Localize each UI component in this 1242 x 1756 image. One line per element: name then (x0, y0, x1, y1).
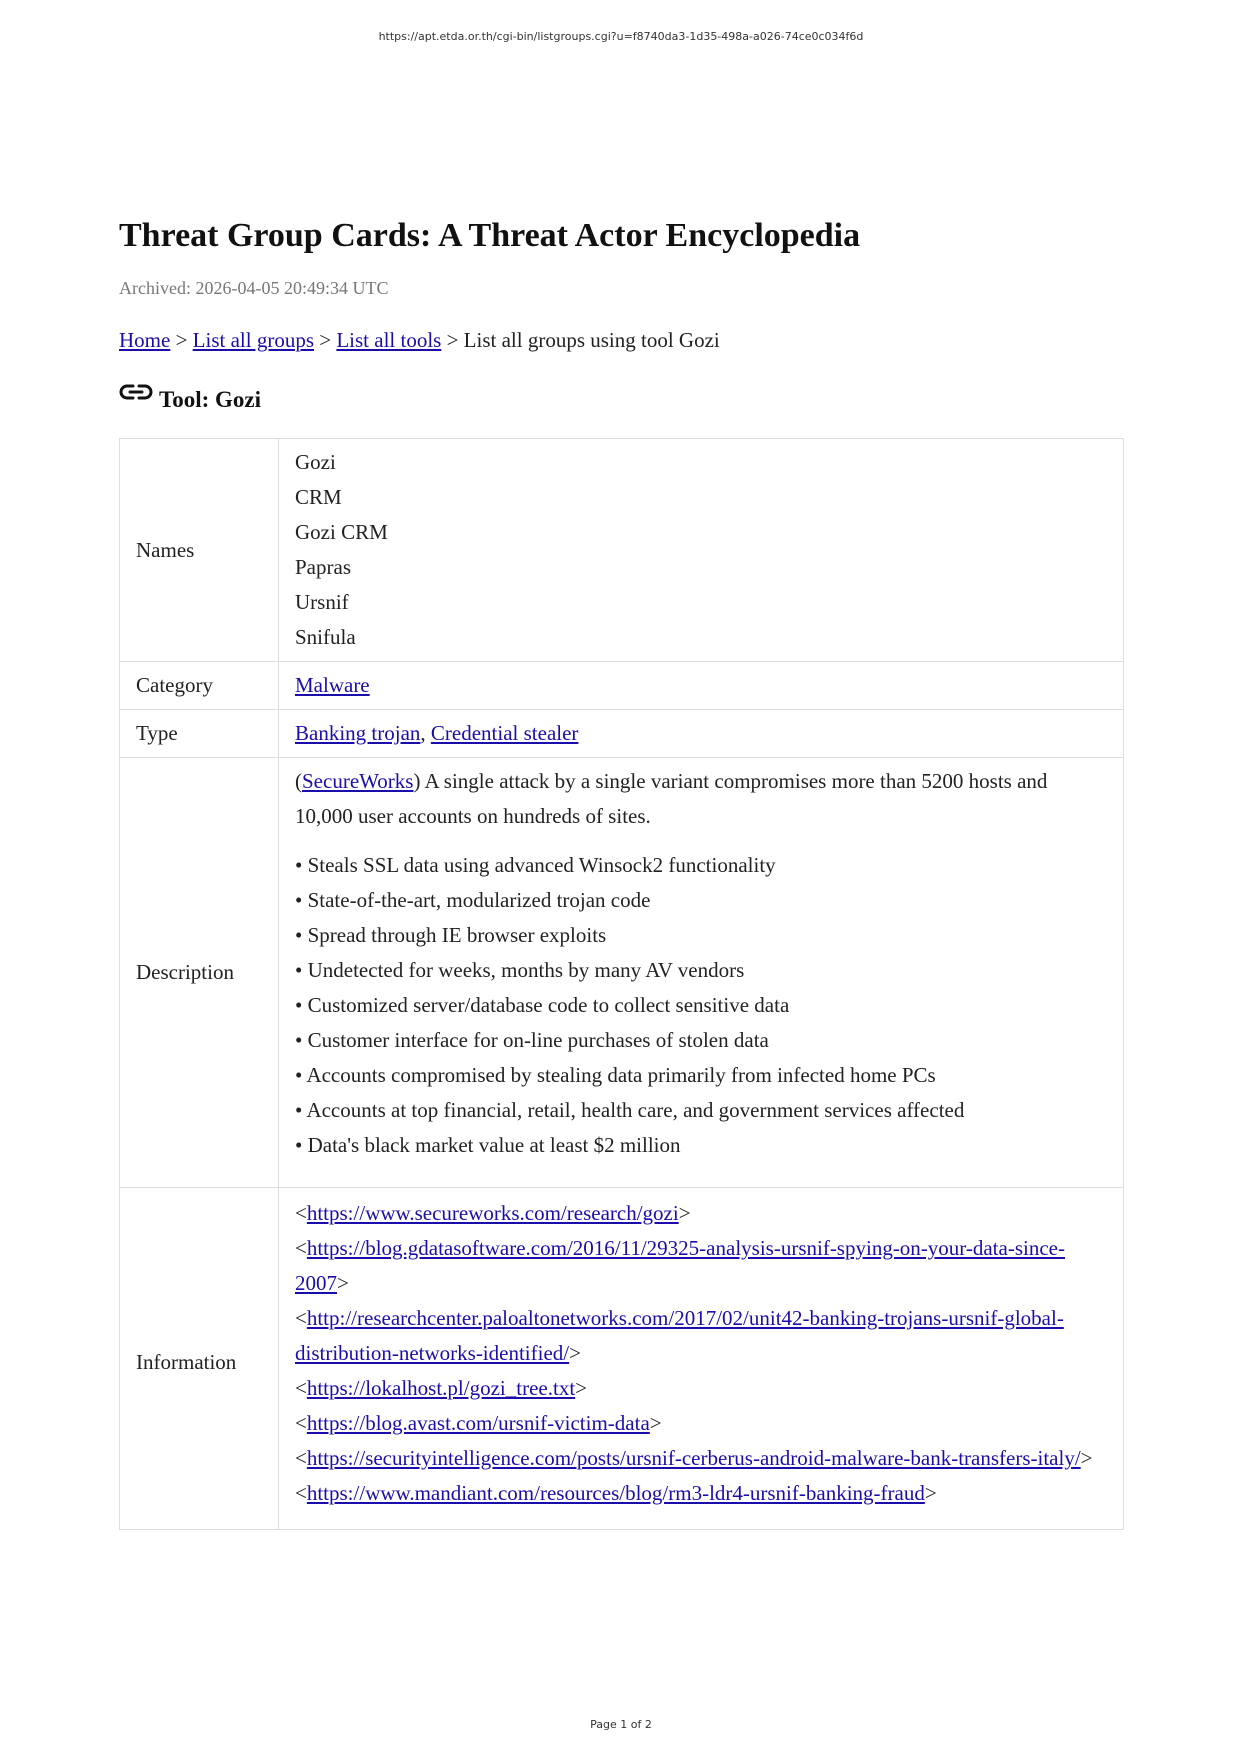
main-content (119, 214, 1123, 1530)
table-row-description (120, 758, 1124, 1188)
list-item: • Accounts compromised by stealing data primarily from infected home PCs (295, 1063, 936, 1087)
category-value (279, 662, 1124, 710)
name-item: Ursnif (295, 590, 349, 614)
type-value (279, 710, 1124, 758)
description-intro-text: ) A single attack by a single variant compromises more than 5200 hosts and 10,000 user accounts on hundreds of sites. (295, 769, 1048, 828)
tool-card-table (119, 438, 1124, 1530)
category-link[interactable]: Malware (295, 673, 370, 697)
list-item: • Undetected for weeks, months by many AV vendors (295, 958, 745, 982)
description-bullets (295, 848, 1107, 1181)
lt-bracket: < (295, 1446, 307, 1470)
reference-link[interactable]: https://securityintelligence.com/posts/ursnif-cerberus-android-malware-bank-transfers-italy/ (306, 1446, 1081, 1470)
list-item: • Customized server/database code to collect sensitive data (295, 993, 790, 1017)
breadcrumb-groups-link[interactable]: List all groups (192, 328, 314, 352)
reference-item (295, 1406, 1107, 1441)
secureworks-link[interactable]: SecureWorks (302, 769, 414, 793)
breadcrumb-current: > List all groups using tool Gozi (441, 328, 720, 352)
lt-bracket: < (295, 1481, 307, 1505)
name-item: Gozi (295, 450, 336, 474)
names-value (279, 439, 1124, 662)
reference-link[interactable]: https://www.secureworks.com/research/gozi (306, 1201, 679, 1225)
gt-bracket: > (924, 1481, 937, 1505)
category-label: Category (120, 662, 279, 710)
gt-bracket: > (649, 1411, 662, 1435)
information-label: Information (120, 1188, 279, 1530)
type-separator: , (420, 721, 431, 745)
name-item: Gozi CRM (295, 520, 388, 544)
lt-bracket: < (295, 1411, 307, 1435)
table-row-category (120, 662, 1124, 710)
lt-bracket: < (295, 1306, 307, 1330)
reference-item (295, 1476, 1107, 1511)
reference-link[interactable]: https://www.mandiant.com/resources/blog/rm3-ldr4-ursnif-banking-fraud (306, 1481, 925, 1505)
reference-item (295, 1301, 1107, 1371)
lt-bracket: < (295, 1201, 307, 1225)
name-item: CRM (295, 485, 342, 509)
table-row-information (120, 1188, 1124, 1530)
description-label: Description (120, 758, 279, 1188)
list-item: • Accounts at top financial, retail, health care, and government services affected (295, 1098, 965, 1122)
type-link-credential-stealer[interactable]: Credential stealer (430, 721, 579, 745)
tool-heading (119, 386, 1123, 414)
breadcrumb (119, 326, 1123, 354)
reference-item (295, 1231, 1107, 1301)
reference-link[interactable]: https://blog.avast.com/ursnif-victim-data (306, 1411, 650, 1435)
page-title: Threat Group Cards: A Threat Actor Encyclopedia (119, 217, 861, 254)
breadcrumb-home-link[interactable]: Home (119, 328, 171, 352)
name-item: Snifula (295, 625, 356, 649)
table-row-type (120, 710, 1124, 758)
description-intro (295, 764, 1107, 834)
link-icon (119, 382, 153, 404)
description-value (279, 758, 1124, 1188)
lt-bracket: < (295, 1236, 307, 1260)
tool-heading-label: Tool: Gozi (159, 387, 262, 412)
page-number: Page 1 of 2 (590, 1718, 652, 1731)
breadcrumb-separator: > (314, 328, 337, 352)
gt-bracket: > (1080, 1446, 1093, 1470)
reference-item (295, 1441, 1107, 1476)
reference-link[interactable]: https://lokalhost.pl/gozi_tree.txt (306, 1376, 576, 1400)
description-open-paren: ( (295, 769, 302, 793)
breadcrumb-tools-link[interactable]: List all tools (336, 328, 442, 352)
list-item: • Customer interface for on-line purchases of stolen data (295, 1028, 769, 1052)
list-item: • Steals SSL data using advanced Winsock2 functionality (295, 853, 776, 877)
type-link-banking-trojan[interactable]: Banking trojan (295, 721, 421, 745)
gt-bracket: > (678, 1201, 691, 1225)
gt-bracket: > (575, 1376, 587, 1400)
lt-bracket: < (295, 1376, 307, 1400)
information-value (279, 1188, 1124, 1530)
list-item: • State-of-the-art, modularized trojan code (295, 888, 651, 912)
table-row-names (120, 439, 1124, 662)
list-item: • Spread through IE browser exploits (295, 923, 607, 947)
gt-bracket: > (569, 1341, 581, 1365)
archived-timestamp: Archived: 2026-04-05 20:49:34 UTC (119, 278, 389, 298)
reference-item (295, 1371, 1107, 1406)
list-item: • Data's black market value at least $2 million (295, 1133, 681, 1157)
gt-bracket: > (337, 1271, 349, 1295)
reference-link[interactable]: https://blog.gdatasoftware.com/2016/11/29325-analysis-ursnif-spying-on-your-data-since-2007 (295, 1236, 1065, 1295)
reference-item (295, 1196, 1107, 1231)
breadcrumb-separator: > (170, 328, 193, 352)
reference-link[interactable]: http://researchcenter.paloaltonetworks.com/2017/02/unit42-banking-trojans-ursnif-global-distribution-networks-identified/ (295, 1306, 1064, 1365)
name-item: Papras (295, 555, 351, 579)
type-label: Type (120, 710, 279, 758)
print-url-header: https://apt.etda.or.th/cgi-bin/listgroups.cgi?u=f8740da3-1d35-498a-a026-74ce0c034f6d (378, 30, 864, 43)
names-label: Names (120, 439, 279, 662)
